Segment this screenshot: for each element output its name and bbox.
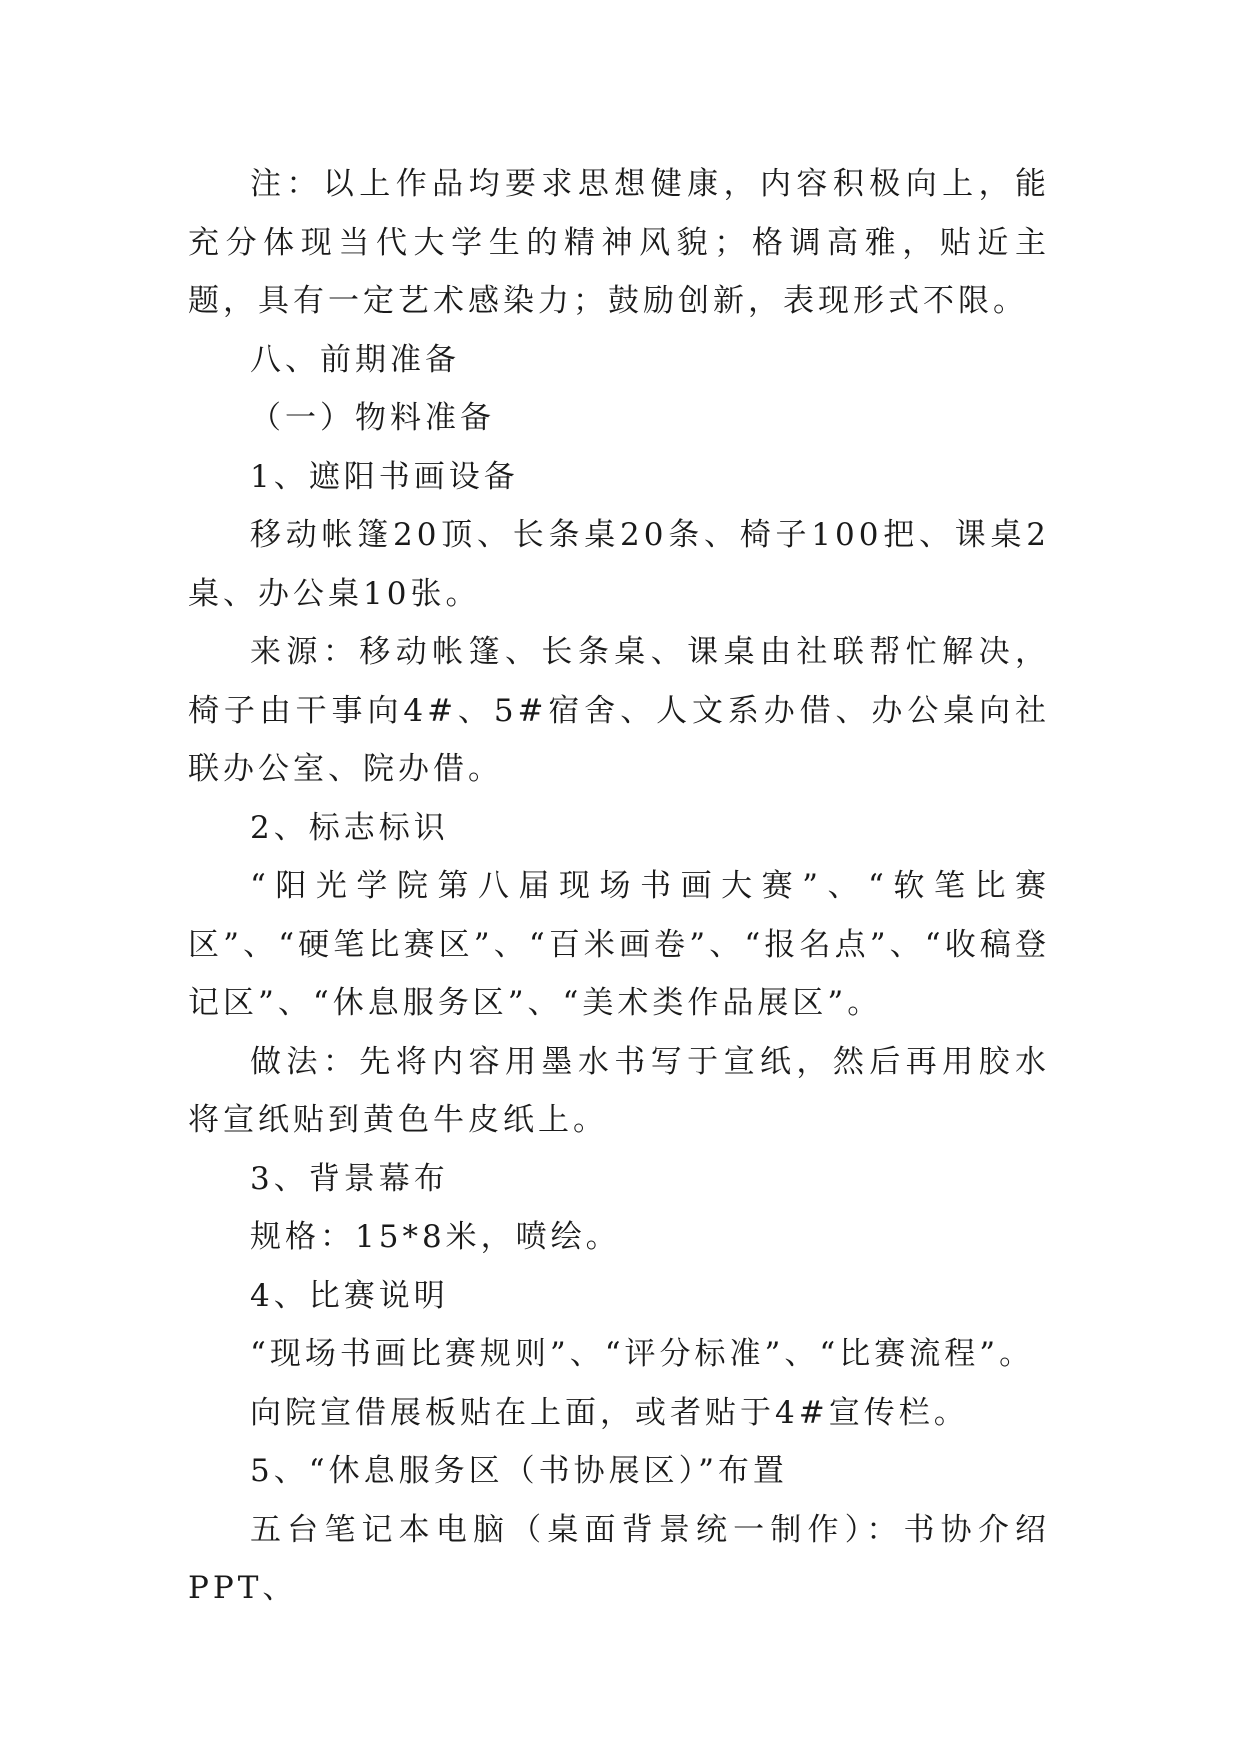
paragraph-signage-list: “阳光学院第八届现场书画大赛”、“软笔比赛区”、“硬笔比赛区”、“百米画卷”、“报名点”、“收稿登记区”、“休息服务区”、“美术类作品展区”。 [188,868,1050,1021]
paragraph-rest-area-laptops: 五台笔记本电脑（桌面背景统一制作）：书协介绍PPT、 [188,1511,1050,1606]
item-heading-shade-equipment: 1、遮阳书画设备 [250,458,519,495]
item-heading-backdrop: 3、背景幕布 [250,1160,449,1197]
paragraph-backdrop-spec: 规格：15*8米，喷绘。 [250,1219,621,1255]
item-heading-rest-area: 5、“休息服务区（书协展区）”布置 [250,1453,788,1489]
paragraph-note: 注：以上作品均要求思想健康，内容积极向上，能充分体现当代大学生的精神风貌；格调高雅，贴近主题，具有一定艺术感染力；鼓励创新，表现形式不限。 [188,166,1050,319]
paragraph-equipment-list: 移动帐篷20顶、长条桌20条、椅子100把、课桌2桌、办公桌10张。 [188,517,1050,612]
heading-preparation: 八、前期准备 [250,341,460,378]
item-heading-instructions: 4、比赛说明 [250,1277,449,1314]
item-heading-signage: 2、标志标识 [250,809,449,846]
document-body [188,155,1050,1618]
paragraph-signage-method: 做法：先将内容用墨水书写于宣纸，然后再用胶水将宣纸贴到黄色牛皮纸上。 [188,1043,1050,1138]
paragraph-equipment-source: 来源：移动帐篷、长条桌、课桌由社联帮忙解决，椅子由干事向4#、5#宿舍、人文系办借、办公桌向社联办公室、院办借。 [188,634,1050,787]
subheading-materials: （一）物料准备 [250,400,495,436]
paragraph-instructions-display: 向院宣借展板贴在上面，或者贴于4#宣传栏。 [250,1394,969,1431]
paragraph-instructions-list: “现场书画比赛规则”、“评分标准”、“比赛流程”。 [250,1336,1035,1372]
